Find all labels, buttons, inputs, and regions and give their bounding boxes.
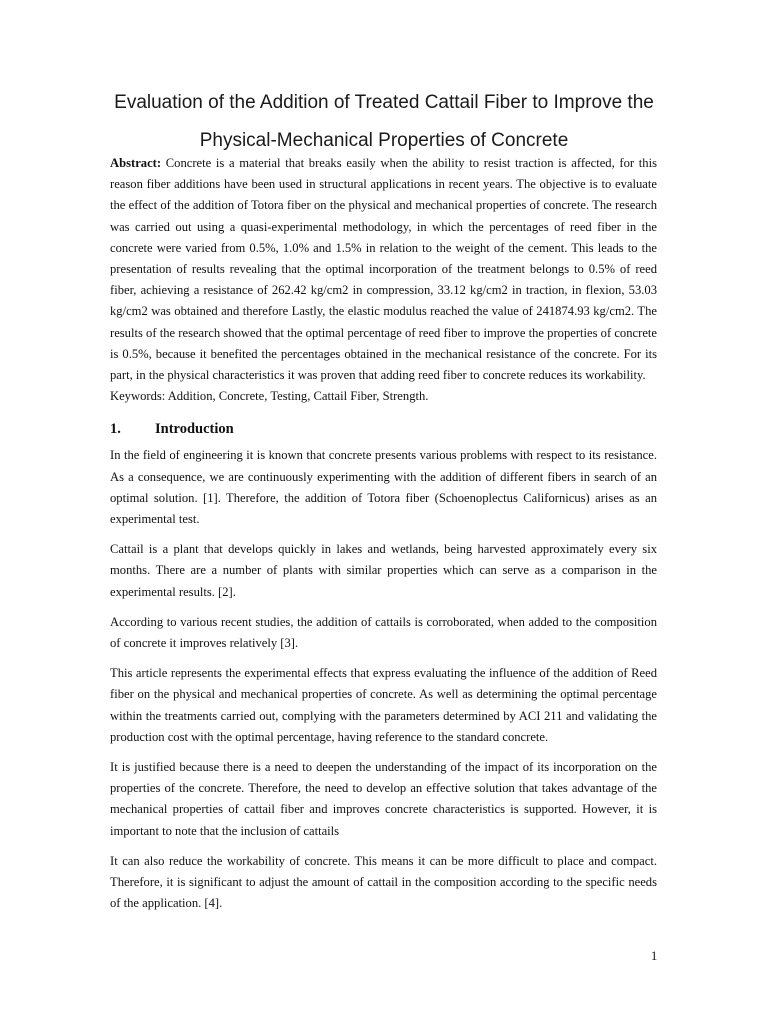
section-title: Introduction — [155, 421, 234, 438]
paragraph: This article represents the experimental effects that express evaluating the influence of the addition of Reed fiber on the physical and mechanical properties of concrete. As well as determining the optimal percentage within the treatments carried out, complying with the parameters determined by ACI 211 and validating the production cost with the optimal percentage, having reference to the standard concrete. — [110, 666, 657, 744]
title-line-2: Physical-Mechanical Properties of Concrete — [199, 130, 569, 151]
paper-title — [60, 84, 708, 160]
paragraph: According to various recent studies, the addition of cattails is corroborated, when added to the composition of concrete it improves relatively [3]. — [110, 614, 657, 651]
section-heading — [110, 419, 657, 439]
title-line-1: Evaluation of the Addition of Treated Cattail Fiber to Improve the — [114, 92, 654, 113]
paper-body — [110, 153, 657, 924]
abstract-text: Concrete is a material that breaks easily when the ability to resist traction is affected, for this reason fiber additions have been used in structural applications in recent years. The objective is to evaluate the effect of the addition of Totora fiber on the physical and mechanical properties of concrete. The research was carried out using a quasi-experimental methodology, in which the percentages of reed fiber in the concrete were varied from 0.5%, 1.0% and 1.5% in relation to the weight of the cement. This leads to the presentation of results revealing that the optimal incorporation of the treatment belongs to 0.5% of reed fiber, achieving a resistance of 262.42 kg/cm2 in compression, 33.12 kg/cm2 in traction, in flexion, 53.03 kg/cm2 was obtained and therefore Lastly, the elastic modulus reached the value of 241874.93 kg/cm2. The results of the research showed that the optimal percentage of reed fiber to improve the properties of concrete is 0.5%, because it benefited the percentages obtained in the mechanical resistance of the concrete. For its part, in the physical characteristics it was proven that adding reed fiber to concrete reduces its workability. — [110, 156, 657, 383]
page-number: 1 — [651, 949, 658, 963]
keywords: Keywords: Addition, Concrete, Testing, Cattail Fiber, Strength. — [110, 389, 429, 404]
section-number: 1. — [110, 421, 121, 438]
paragraph: It can also reduce the workability of concrete. This means it can be more difficult to place and compact. Therefore, it is significant to adjust the amount of cattail in the composition according to the specific needs of the application. [4]. — [110, 853, 657, 911]
paragraph: Cattail is a plant that develops quickly in lakes and wetlands, being harvested approximately every six months. There are a number of plants with similar properties which can serve as a comparison in the experimental results. [2]. — [110, 542, 657, 599]
paragraph: In the field of engineering it is known that concrete presents various problems with respect to its resistance. As a consequence, we are continuously experimenting with the addition of different fibers in search of an optimal solution. [1]. Therefore, the addition of Totora fiber (Schoenoplectus Californicus) arises as an experimental test. — [110, 448, 657, 527]
abstract — [110, 153, 657, 386]
paragraph: It is justified because there is a need to deepen the understanding of the impact of its incorporation on the properties of the concrete. Therefore, the need to develop an effective solution that takes advantage of the mechanical properties of cattail fiber and improves concrete characteristics is supported. However, it is important to note that the inclusion of cattails — [110, 760, 657, 838]
abstract-label: Abstract: — [110, 156, 162, 170]
